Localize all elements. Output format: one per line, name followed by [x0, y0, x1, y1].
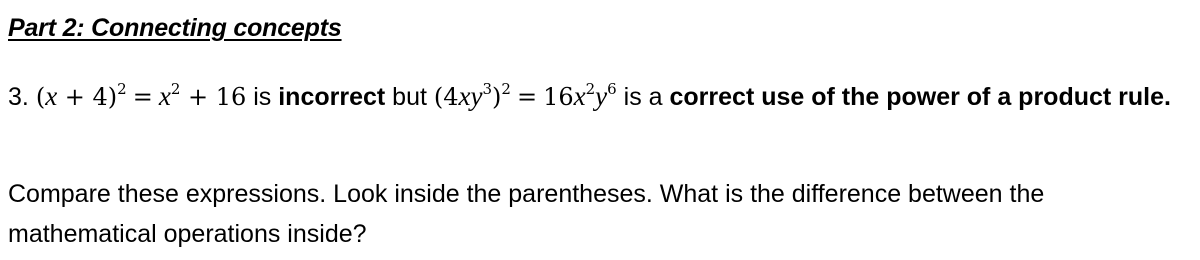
- expression-correct: $(4xy^3)^2 = 16x^2y^6$: [433, 80, 617, 111]
- word-incorrect: incorrect: [278, 83, 386, 111]
- word-is-a: is a: [623, 83, 663, 111]
- expression-incorrect: $(x + 4)^2 = x^2 + 16$: [35, 80, 247, 111]
- word-but: but: [392, 83, 427, 111]
- question-number: 3.: [8, 83, 29, 111]
- question-3: [8, 76, 1193, 117]
- correct-rule-phrase: correct use of the power of a product rule.: [669, 83, 1171, 111]
- section-heading: Part 2: Connecting concepts: [8, 14, 342, 42]
- word-is: is: [253, 83, 272, 111]
- comparison-prompt: Compare these expressions. Look inside the parentheses. What is the difference between the mathematical operations inside?: [8, 180, 1045, 248]
